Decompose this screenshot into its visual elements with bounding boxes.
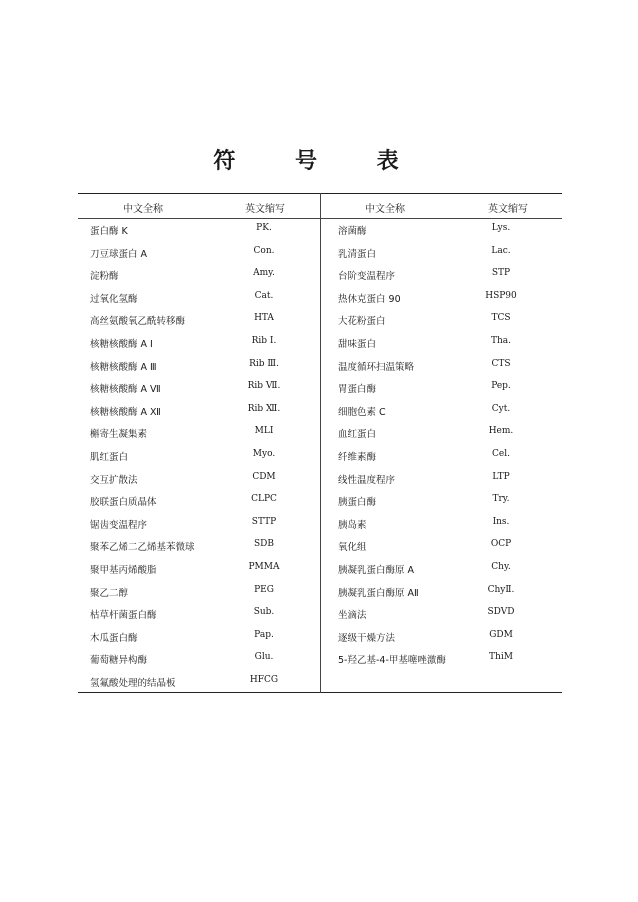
table-row [321,562,562,585]
abbreviation: Sub. [253,607,275,618]
chinese-name: 交互扩散法 [90,474,138,486]
table-row [321,359,562,382]
chinese-name: 木瓜蛋白酶 [90,632,138,644]
table-row [78,268,320,291]
chinese-name: 胰岛素 [338,519,367,531]
table-row [321,449,562,472]
abbreviation: HSP90 [485,290,517,301]
table-row [78,404,320,427]
chinese-name: 葡萄糖异构酶 [90,655,148,667]
table-row [321,381,562,404]
table-row [321,404,562,427]
abbreviation: CTS [491,358,511,369]
chinese-name: 蛋白酶 K [90,226,128,237]
chinese-name: 胃蛋白酶 [338,384,377,396]
abbreviation: PMMA [248,561,280,572]
table-row [78,472,320,495]
abbreviation: SDB [254,539,274,550]
chinese-name: 溶菌酶 [338,226,367,237]
table-row [321,426,562,449]
chinese-name: 细胞色素 C [338,406,386,418]
abbreviation: GDM [489,629,513,640]
table-row [321,494,562,517]
chinese-name: 甜味蛋白 [338,338,377,350]
abbreviation: HFCG [249,674,279,685]
abbreviation: Pep. [491,381,511,392]
abbreviation: Myo. [252,448,276,459]
chinese-name: 核糖核酸酶 A Ⅶ [90,384,161,396]
table-row [321,607,562,630]
table-row [321,517,562,540]
table-row [321,336,562,359]
chinese-name: 刀豆球蛋白 A [90,248,148,260]
table-row [78,494,320,517]
chinese-name: 温度循环扫温策略 [338,361,415,373]
chinese-name: 聚苯乙烯二乙烯基苯微球 [90,542,195,554]
chinese-name: 血红蛋白 [338,429,377,441]
chinese-name: 锯齿变温程序 [90,519,148,531]
table-row [78,449,320,472]
chinese-name: 氢氟酸处理的结晶板 [90,677,176,689]
abbreviation: Amy. [253,268,275,279]
abbreviation: Try. [492,494,510,505]
abbreviation: Cyt. [491,403,511,414]
table-row [321,630,562,653]
header-chinese-name-right: 中文全称 [365,204,405,215]
left-column [78,223,320,697]
abbreviation: Rib Ⅲ. [249,358,279,369]
abbreviation: TCS [491,313,511,324]
chinese-name: 5-羟乙基-4-甲基噻唑激酶 [338,655,446,667]
chinese-name: 淀粉酶 [90,271,119,283]
table-row [321,585,562,608]
table-row [78,246,320,269]
abbreviation: HTA [254,313,274,324]
chinese-name: 核糖核酸酶 A Ⅲ [90,361,157,373]
abbreviation: Cel. [492,448,510,459]
table-row [321,313,562,336]
abbreviation: Pap. [254,629,274,640]
header-chinese-name-left: 中文全称 [123,204,163,215]
chinese-name: 肌红蛋白 [90,451,129,463]
abbreviation: Cat. [254,290,274,301]
table-row [321,246,562,269]
table-row [321,291,562,314]
table-row [78,652,320,675]
abbreviation: ThiM [489,652,513,663]
table-row [78,539,320,562]
chinese-name: 乳清蛋白 [338,248,377,260]
abbreviation: Tha. [490,335,512,346]
chinese-name: 台阶变温程序 [338,271,396,283]
abbreviation: Rib Ⅻ. [247,403,281,414]
table-row [321,539,562,562]
chinese-name: 过氧化氢酶 [90,293,138,305]
abbreviation: Chy. [491,561,511,572]
chinese-name: 胰凝乳蛋白酶原 A [338,564,415,576]
chinese-name: 大花粉蛋白 [338,316,386,328]
abbreviation: CLPC [251,494,277,505]
abbreviation: Lac. [491,245,511,256]
abbreviation: PK. [256,223,272,233]
table-row [321,223,562,246]
table-row [78,336,320,359]
chinese-name: 胰凝乳蛋白酶原 AⅡ [338,587,419,599]
abbreviation: ChyⅡ. [487,584,515,595]
chinese-name: 纤维素酶 [338,451,377,463]
abbreviation: Glu. [254,652,274,663]
table-row [78,630,320,653]
chinese-name: 坐滴法 [338,610,367,622]
abbreviation: Rib Ⅰ. [251,335,277,346]
table-row [78,291,320,314]
table-row [78,585,320,608]
chinese-name: 核糖核酸酶 A Ⅻ [90,406,161,418]
abbreviation: STP [491,268,511,279]
table-row [321,472,562,495]
chinese-name: 聚甲基丙烯酸脂 [90,564,157,576]
right-column [321,223,562,675]
table-row [78,223,320,246]
page-title: 符 号 表 [213,149,425,174]
abbreviation: Lys. [491,223,511,233]
table-row [78,426,320,449]
table-row [321,652,562,675]
chinese-name: 线性温度程序 [338,474,396,486]
abbreviation: Con. [253,245,275,256]
abbreviation: OCP [490,539,512,550]
abbreviation: SDVD [487,607,515,618]
table-row [78,313,320,336]
abbreviation: MLI [254,426,274,437]
chinese-name: 胶联蛋白质晶体 [90,497,157,509]
abbreviation: Hem. [488,426,514,437]
chinese-name: 逐级干燥方法 [338,632,396,644]
abbreviation: STTP [251,516,277,527]
abbreviation: PEG [254,584,274,595]
header-abbreviation-left: 英文缩写 [245,204,285,215]
table-row [78,562,320,585]
abbreviation: CDM [252,471,276,482]
chinese-name: 氧化组 [338,542,367,554]
table-row [78,517,320,540]
table-row [78,607,320,630]
abbreviation: LTP [492,471,510,482]
table-row [78,381,320,404]
table-row [78,675,320,698]
chinese-name: 胰蛋白酶 [338,497,377,509]
chinese-name: 热休克蛋白 90 [338,293,401,305]
chinese-name: 高丝氨酸氧乙酰转移酶 [90,316,186,328]
chinese-name: 槲寄生凝集素 [90,429,148,441]
chinese-name: 核糖核酸酶 A Ⅰ [90,338,153,350]
table-row [321,268,562,291]
abbreviation: Rib Ⅶ. [247,381,281,392]
chinese-name: 枯草杆菌蛋白酶 [90,610,157,622]
abbreviation: Ins. [492,516,510,527]
header-abbreviation-right: 英文缩写 [488,204,528,215]
chinese-name: 聚乙二醇 [90,587,129,599]
table-row [78,359,320,382]
